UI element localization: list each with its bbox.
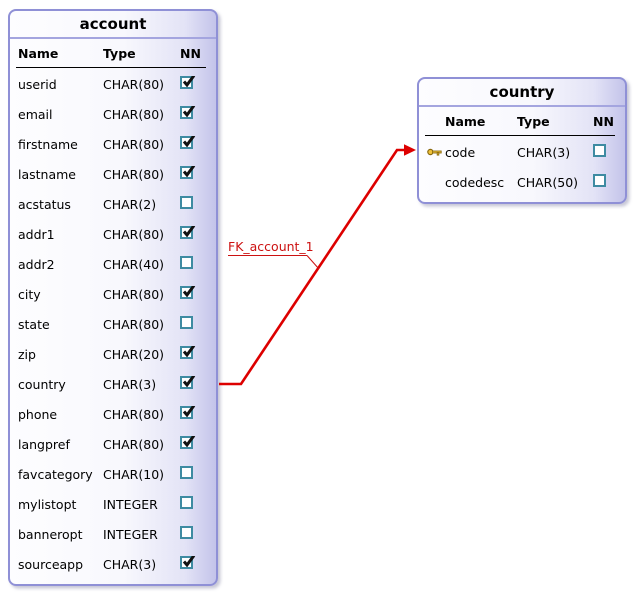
column-name: langpref [18, 436, 70, 452]
table-row-mylistopt[interactable] [10, 489, 216, 519]
column-type: CHAR(80) [103, 106, 165, 122]
entity-country-column-headers [419, 107, 625, 135]
table-row-lastname[interactable] [10, 159, 216, 189]
fk-label-leader-line [307, 256, 319, 270]
nn-checkbox-unchecked[interactable] [180, 196, 193, 209]
header-name: Name [445, 113, 486, 129]
column-name: city [18, 286, 41, 302]
nn-checkbox-checked[interactable] [180, 556, 193, 569]
nn-checkbox-checked[interactable] [180, 346, 193, 359]
column-type: CHAR(80) [103, 136, 165, 152]
entity-country[interactable] [417, 77, 627, 204]
column-type: CHAR(3) [103, 556, 157, 572]
column-name: sourceapp [18, 556, 84, 572]
nn-checkbox-unchecked[interactable] [180, 256, 193, 269]
table-row-city[interactable] [10, 279, 216, 309]
table-row-firstname[interactable] [10, 129, 216, 159]
header-type: Type [103, 45, 136, 61]
column-type: CHAR(80) [103, 406, 165, 422]
column-name: favcategory [18, 466, 93, 482]
column-type: CHAR(80) [103, 316, 165, 332]
table-row-country[interactable] [10, 369, 216, 399]
entity-account[interactable] [8, 9, 218, 586]
column-name: codedesc [445, 174, 505, 190]
column-name: country [18, 376, 66, 392]
nn-checkbox-checked[interactable] [180, 166, 193, 179]
fk-label[interactable]: FK_account_1 [228, 239, 314, 254]
nn-checkbox-unchecked[interactable] [593, 144, 606, 157]
table-row-userid[interactable] [10, 69, 216, 99]
header-nn: NN [593, 113, 614, 129]
table-row-sourceapp[interactable] [10, 549, 216, 579]
nn-checkbox-checked[interactable] [180, 406, 193, 419]
column-type: INTEGER [103, 496, 158, 512]
column-name: zip [18, 346, 36, 362]
column-name: code [445, 144, 476, 160]
nn-checkbox-checked[interactable] [180, 226, 193, 239]
column-type: CHAR(50) [517, 174, 579, 190]
column-type: CHAR(80) [103, 166, 165, 182]
nn-checkbox-checked[interactable] [180, 106, 193, 119]
table-row-zip[interactable] [10, 339, 216, 369]
nn-checkbox-unchecked[interactable] [180, 496, 193, 509]
header-name: Name [18, 45, 59, 61]
nn-checkbox-checked[interactable] [180, 136, 193, 149]
column-type: CHAR(10) [103, 466, 165, 482]
table-row-code[interactable] [419, 137, 625, 167]
entity-country-title[interactable]: country [419, 79, 625, 107]
entity-account-title[interactable]: account [10, 11, 216, 39]
column-name: phone [18, 406, 58, 422]
column-name: email [18, 106, 53, 122]
column-type: CHAR(3) [517, 144, 571, 160]
column-name: acstatus [18, 196, 71, 212]
column-name: lastname [18, 166, 76, 182]
table-row-langpref[interactable] [10, 429, 216, 459]
column-type: CHAR(3) [103, 376, 157, 392]
entity-account-column-headers [10, 39, 216, 67]
column-type: CHAR(80) [103, 226, 165, 242]
table-row-email[interactable] [10, 99, 216, 129]
primary-key-icon [427, 147, 445, 157]
column-type: CHAR(20) [103, 346, 165, 362]
table-row-phone[interactable] [10, 399, 216, 429]
table-row-banneropt[interactable] [10, 519, 216, 549]
nn-checkbox-unchecked[interactable] [593, 174, 606, 187]
column-type: CHAR(40) [103, 256, 165, 272]
entity-country-rows [419, 136, 625, 202]
table-row-addr2[interactable] [10, 249, 216, 279]
column-type: CHAR(80) [103, 76, 165, 92]
nn-checkbox-unchecked[interactable] [180, 466, 193, 479]
column-name: userid [18, 76, 57, 92]
table-row-addr1[interactable] [10, 219, 216, 249]
header-type: Type [517, 113, 550, 129]
nn-checkbox-checked[interactable] [180, 76, 193, 89]
column-name: state [18, 316, 50, 332]
column-name: banneropt [18, 526, 83, 542]
column-type: INTEGER [103, 526, 158, 542]
nn-checkbox-unchecked[interactable] [180, 526, 193, 539]
header-nn: NN [180, 45, 201, 61]
table-row-favcategory[interactable] [10, 459, 216, 489]
nn-checkbox-checked[interactable] [180, 286, 193, 299]
fk-connector-line[interactable] [219, 150, 406, 384]
table-row-codedesc[interactable] [419, 167, 625, 197]
nn-checkbox-unchecked[interactable] [180, 316, 193, 329]
nn-checkbox-checked[interactable] [180, 376, 193, 389]
column-name: addr2 [18, 256, 55, 272]
entity-account-rows [10, 68, 216, 584]
column-type: CHAR(2) [103, 196, 157, 212]
nn-checkbox-checked[interactable] [180, 436, 193, 449]
column-name: mylistopt [18, 496, 77, 512]
table-row-acstatus[interactable] [10, 189, 216, 219]
fk-arrowhead-icon [404, 144, 416, 156]
table-row-state[interactable] [10, 309, 216, 339]
column-name: firstname [18, 136, 78, 152]
column-type: CHAR(80) [103, 436, 165, 452]
column-name: addr1 [18, 226, 55, 242]
column-type: CHAR(80) [103, 286, 165, 302]
